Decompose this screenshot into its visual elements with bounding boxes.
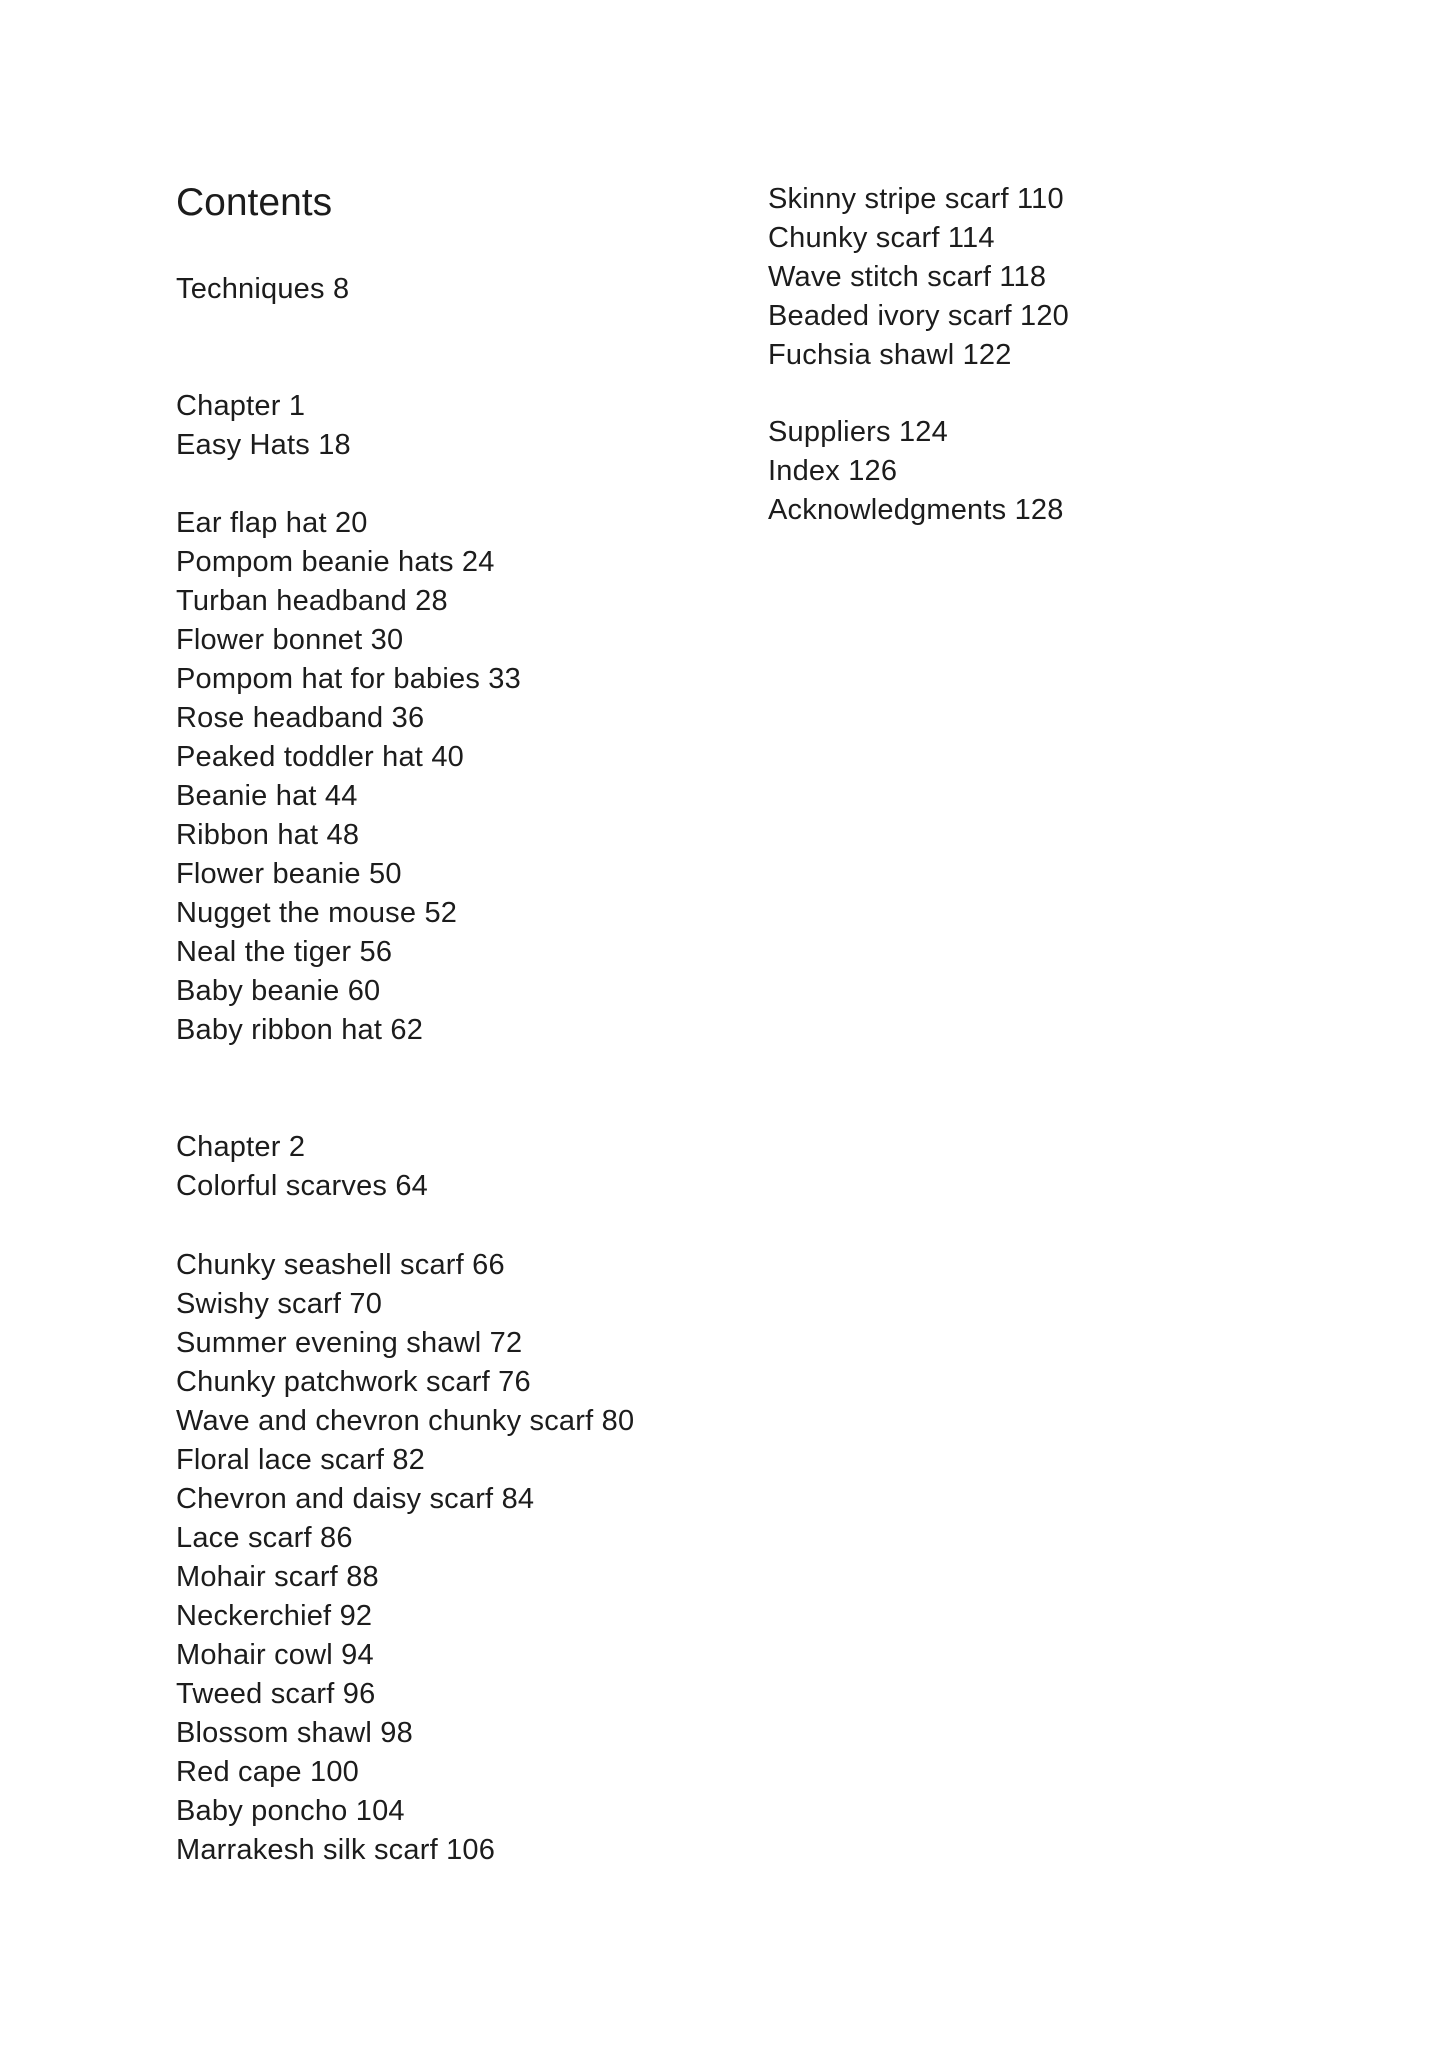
- toc-entry: Chevron and daisy scarf 84: [176, 1483, 535, 1515]
- toc-entry: Flower bonnet 30: [176, 624, 404, 656]
- toc-entry: Turban headband 28: [176, 585, 448, 617]
- toc-entry-acknowledgments: Acknowledgments 128: [768, 494, 1064, 526]
- toc-entry: Blossom shawl 98: [176, 1717, 413, 1749]
- toc-entry: Chunky seashell scarf 66: [176, 1249, 505, 1281]
- toc-entry-index: Index 126: [768, 455, 898, 487]
- toc-entry: Baby beanie 60: [176, 975, 381, 1007]
- toc-entry: Marrakesh silk scarf 106: [176, 1834, 496, 1866]
- toc-entry: Neckerchief 92: [176, 1600, 373, 1632]
- contents-title: Contents: [176, 181, 333, 224]
- toc-entry: Peaked toddler hat 40: [176, 741, 464, 773]
- toc-entry: Mohair cowl 94: [176, 1639, 374, 1671]
- toc-entry: Neal the tiger 56: [176, 936, 393, 968]
- chapter1-label: Chapter 1: [176, 390, 306, 422]
- toc-entry: Red cape 100: [176, 1756, 359, 1788]
- toc-entry: Wave stitch scarf 118: [768, 261, 1047, 293]
- toc-entry: Ribbon hat 48: [176, 819, 360, 851]
- toc-entry: Baby ribbon hat 62: [176, 1014, 424, 1046]
- toc-entry: Beaded ivory scarf 120: [768, 300, 1070, 332]
- toc-entry: Chunky patchwork scarf 76: [176, 1366, 531, 1398]
- chapter1-heading: Easy Hats 18: [176, 429, 351, 461]
- toc-entry: Wave and chevron chunky scarf 80: [176, 1405, 635, 1437]
- toc-entry: Pompom hat for babies 33: [176, 663, 521, 695]
- toc-entry: Pompom beanie hats 24: [176, 546, 495, 578]
- toc-entry: Floral lace scarf 82: [176, 1444, 425, 1476]
- chapter2-label: Chapter 2: [176, 1131, 306, 1163]
- toc-entry-techniques: Techniques 8: [176, 273, 350, 305]
- toc-entry: Baby poncho 104: [176, 1795, 405, 1827]
- toc-entry: Swishy scarf 70: [176, 1288, 383, 1320]
- chapter2-heading: Colorful scarves 64: [176, 1170, 429, 1202]
- toc-entry: Mohair scarf 88: [176, 1561, 379, 1593]
- toc-entry: Fuchsia shawl 122: [768, 339, 1012, 371]
- toc-entry: Rose headband 36: [176, 702, 425, 734]
- toc-entry: Nugget the mouse 52: [176, 897, 458, 929]
- toc-entry: Ear flap hat 20: [176, 507, 368, 539]
- toc-entry: Flower beanie 50: [176, 858, 402, 890]
- toc-entry: Summer evening shawl 72: [176, 1327, 523, 1359]
- toc-entry-suppliers: Suppliers 124: [768, 416, 948, 448]
- toc-entry: Lace scarf 86: [176, 1522, 353, 1554]
- toc-entry: Skinny stripe scarf 110: [768, 183, 1064, 215]
- toc-entry: Chunky scarf 114: [768, 222, 995, 254]
- toc-entry: Beanie hat 44: [176, 780, 358, 812]
- toc-entry: Tweed scarf 96: [176, 1678, 376, 1710]
